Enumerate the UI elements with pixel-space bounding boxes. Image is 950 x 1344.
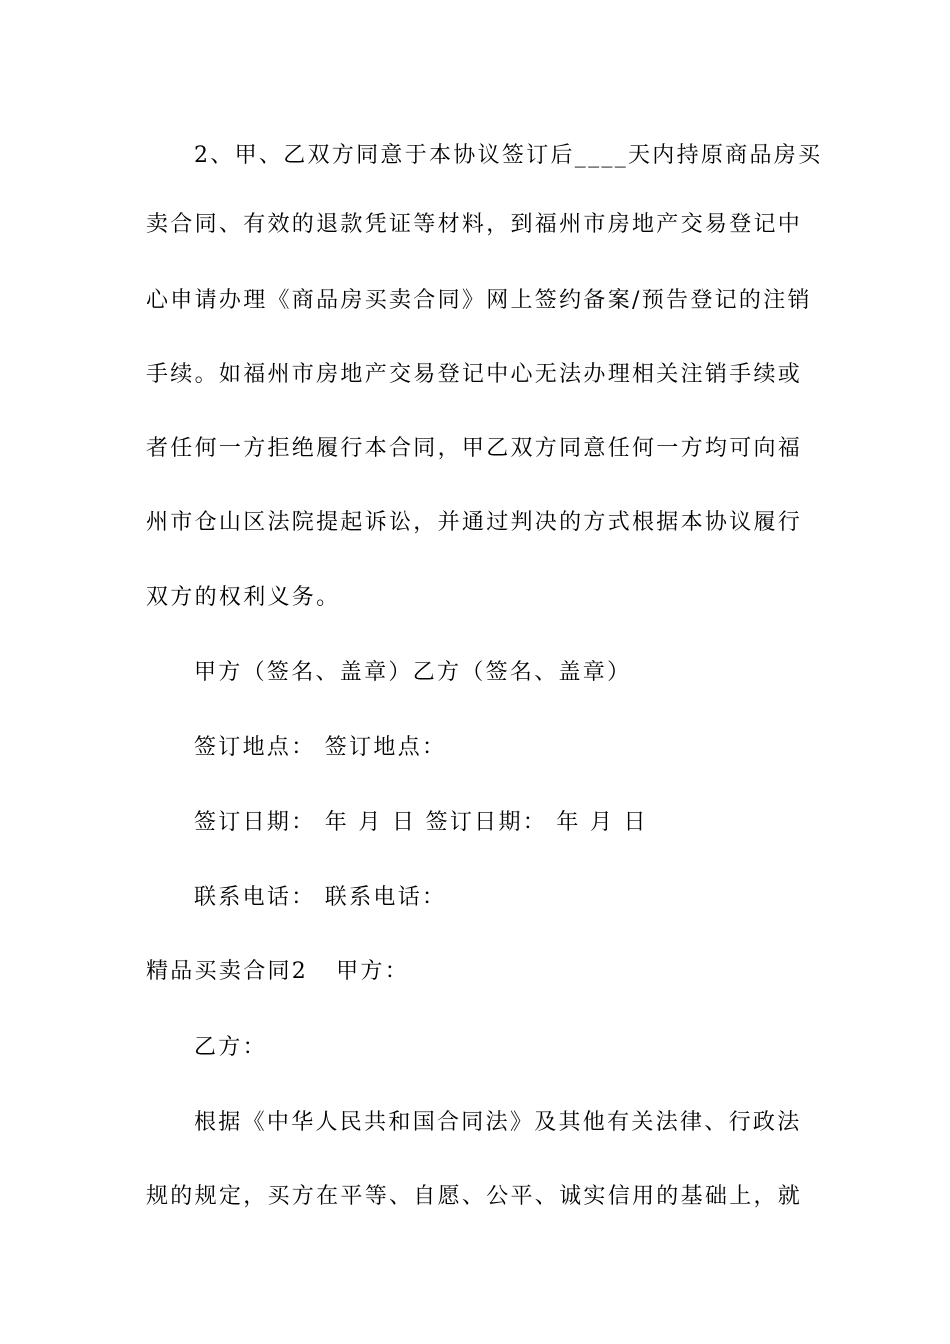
party-b-label: 乙方： bbox=[194, 1035, 267, 1060]
contract-2-heading-line bbox=[146, 957, 806, 987]
paragraph-line: 2、甲、乙双方同意于本协议签订后____天内持原商品房买 bbox=[194, 143, 823, 168]
contact-phone: 联系电话： 联系电话： bbox=[194, 885, 447, 910]
paragraph-line: 卖合同、有效的退款凭证等材料，到福州市房地产交易登记中 bbox=[146, 212, 803, 237]
paragraph-line: 根据《中华人民共和国合同法》及其他有关法律、行政法 bbox=[194, 1110, 802, 1135]
signature-parties: 甲方（签名、盖章）乙方（签名、盖章） bbox=[194, 660, 632, 685]
signing-place: 签订地点： 签订地点： bbox=[194, 735, 447, 760]
paragraph-line: 州市仓山区法院提起诉讼，并通过判决的方式根据本协议履行 bbox=[146, 510, 803, 535]
paragraph-line: 规的规定，买方在平等、自愿、公平、诚实信用的基础上，就 bbox=[146, 1184, 803, 1209]
party-a-label: 甲方： bbox=[336, 959, 410, 984]
paragraph-line: 双方的权利义务。 bbox=[146, 585, 341, 610]
paragraph-line: 者任何一方拒绝履行本合同，甲乙双方同意任何一方均可向福 bbox=[146, 436, 803, 461]
signing-date: 签订日期： 年 月 日 签订日期： 年 月 日 bbox=[194, 810, 648, 835]
paragraph-line: 手续。如福州市房地产交易登记中心无法办理相关注销手续或 bbox=[146, 362, 803, 387]
paragraph-line: 心申请办理《商品房买卖合同》网上签约备案/预告登记的注销 bbox=[146, 288, 812, 313]
contract-2-title: 精品买卖合同2 bbox=[146, 959, 309, 984]
